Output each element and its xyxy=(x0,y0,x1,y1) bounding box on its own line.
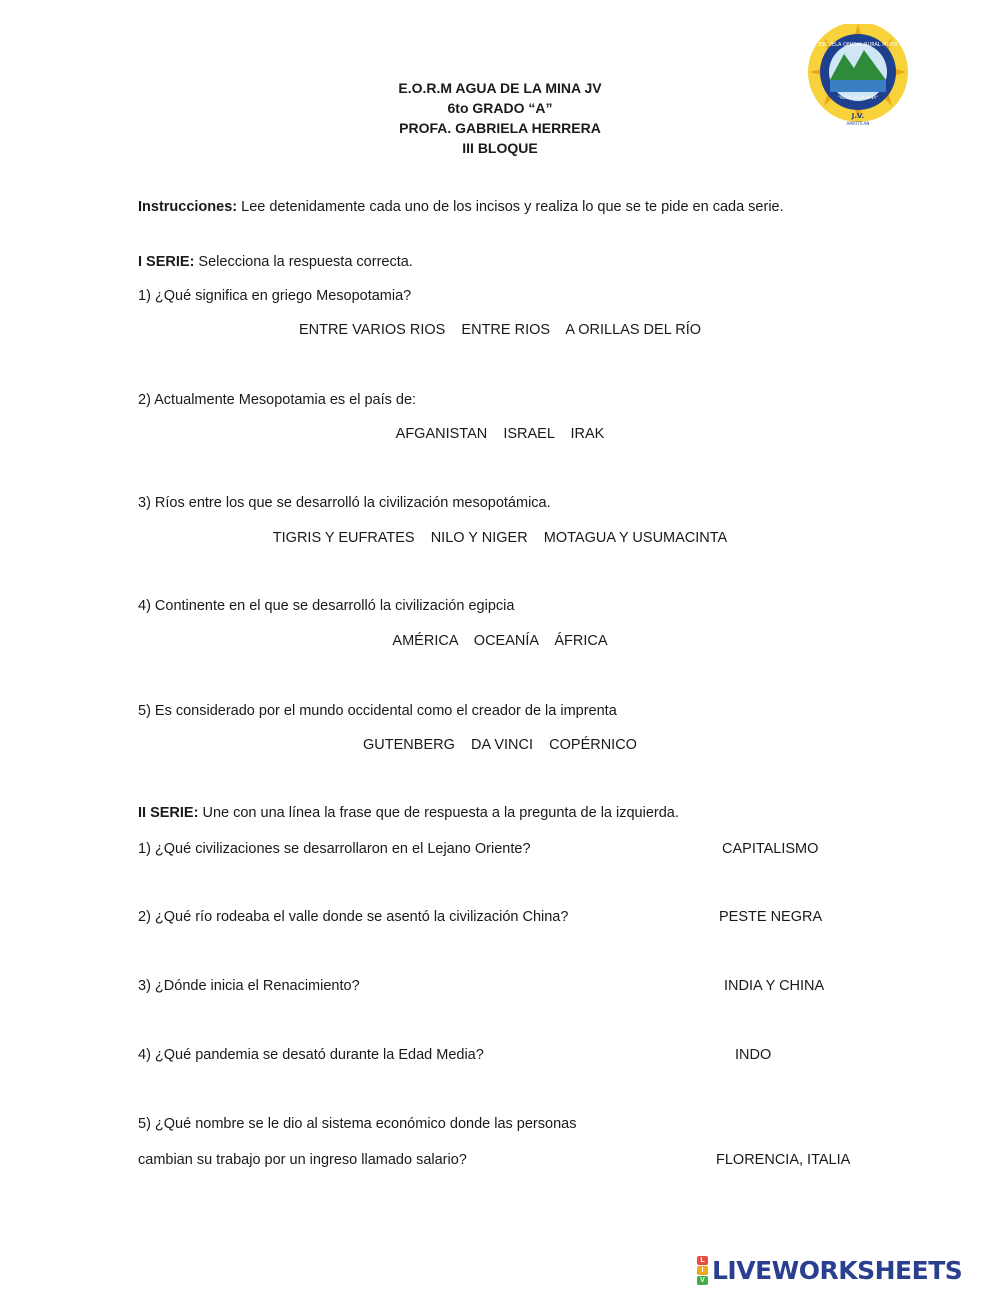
teacher-line: PROFA. GABRIELA HERRERA xyxy=(399,120,601,136)
serie1-heading xyxy=(138,254,413,270)
serie1-options[interactable]: GUTENBERG DA VINCI COPÉRNICO xyxy=(363,737,637,753)
instructions xyxy=(138,199,784,215)
serie2-question-continued: cambian su trabajo por un ingreso llamado salario? xyxy=(138,1152,467,1168)
serie2-question: 2) ¿Qué río rodeaba el valle donde se asentó la civilización China? xyxy=(138,909,569,925)
serie1-label: I SERIE: xyxy=(138,254,195,270)
serie2-heading xyxy=(138,805,679,821)
serie1-question: 2) Actualmente Mesopotamia es el país de: xyxy=(138,392,417,408)
serie1-options[interactable]: AMÉRICA OCEANÍA ÁFRICA xyxy=(392,633,608,649)
serie2-answer[interactable]: FLORENCIA, ITALIA xyxy=(716,1152,851,1168)
school-name: E.O.R.M AGUA DE LA MINA JV xyxy=(398,80,602,96)
badge-letter: L xyxy=(697,1256,708,1265)
logo-bottom-text: AMATITLAN xyxy=(846,121,870,126)
serie1-question: 1) ¿Qué significa en griego Mesopotamia? xyxy=(138,288,412,304)
school-logo xyxy=(806,24,910,128)
serie2-answer[interactable]: CAPITALISMO xyxy=(722,841,819,857)
serie2-question: 5) ¿Qué nombre se le dio al sistema económico donde las personas xyxy=(138,1116,577,1132)
logo-sub-text: "AGUA DE LA MINA" xyxy=(838,95,878,100)
instructions-text: Lee detenidamente cada uno de los incisos y realiza lo que se te pide en cada serie. xyxy=(237,199,784,215)
badge-letter: V xyxy=(697,1276,708,1285)
serie2-label: II SERIE: xyxy=(138,805,199,821)
serie1-options[interactable]: ENTRE VARIOS RIOS ENTRE RIOS A ORILLAS DEL RÍO xyxy=(298,322,702,338)
logo-top-text: ESCUELA OFICIAL RURAL MIXTA xyxy=(818,42,898,48)
live-badge-icon xyxy=(697,1256,708,1285)
serie2-question: 4) ¿Qué pandemia se desató durante la Edad Media? xyxy=(138,1047,484,1063)
serie1-options[interactable]: AFGANISTAN ISRAEL IRAK xyxy=(395,426,605,442)
brand-text: LIVEWORKSHEETS xyxy=(712,1255,963,1285)
serie2-answer[interactable]: PESTE NEGRA xyxy=(719,909,823,925)
serie1-question: 4) Continente en el que se desarrolló la civilización egipcia xyxy=(138,598,515,614)
logo-initials: J.V. xyxy=(851,112,865,120)
serie2-text: Une con una línea la frase que de respuesta a la pregunta de la izquierda. xyxy=(198,805,679,821)
serie1-question: 3) Ríos entre los que se desarrolló la civilización mesopotámica. xyxy=(138,495,551,511)
serie1-options[interactable]: TIGRIS Y EUFRATES NILO Y NIGER MOTAGUA Y USUMACINTA xyxy=(272,530,728,546)
liveworksheets-logo xyxy=(697,1255,962,1285)
water-icon xyxy=(830,80,886,92)
serie1-question: 5) Es considerado por el mundo occidental como el creador de la imprenta xyxy=(138,703,617,719)
serie1-text: Selecciona la respuesta correcta. xyxy=(194,254,413,270)
serie2-answer[interactable]: INDO xyxy=(735,1047,772,1063)
instructions-label: Instrucciones: xyxy=(138,199,238,215)
grade-line: 6to GRADO “A” xyxy=(447,100,553,116)
serie2-answer[interactable]: INDIA Y CHINA xyxy=(724,978,825,994)
serie2-question: 1) ¿Qué civilizaciones se desarrollaron en el Lejano Oriente? xyxy=(138,841,531,857)
block-line: III BLOQUE xyxy=(462,140,538,156)
badge-letter: I xyxy=(697,1266,708,1275)
serie2-question: 3) ¿Dónde inicia el Renacimiento? xyxy=(138,978,360,994)
